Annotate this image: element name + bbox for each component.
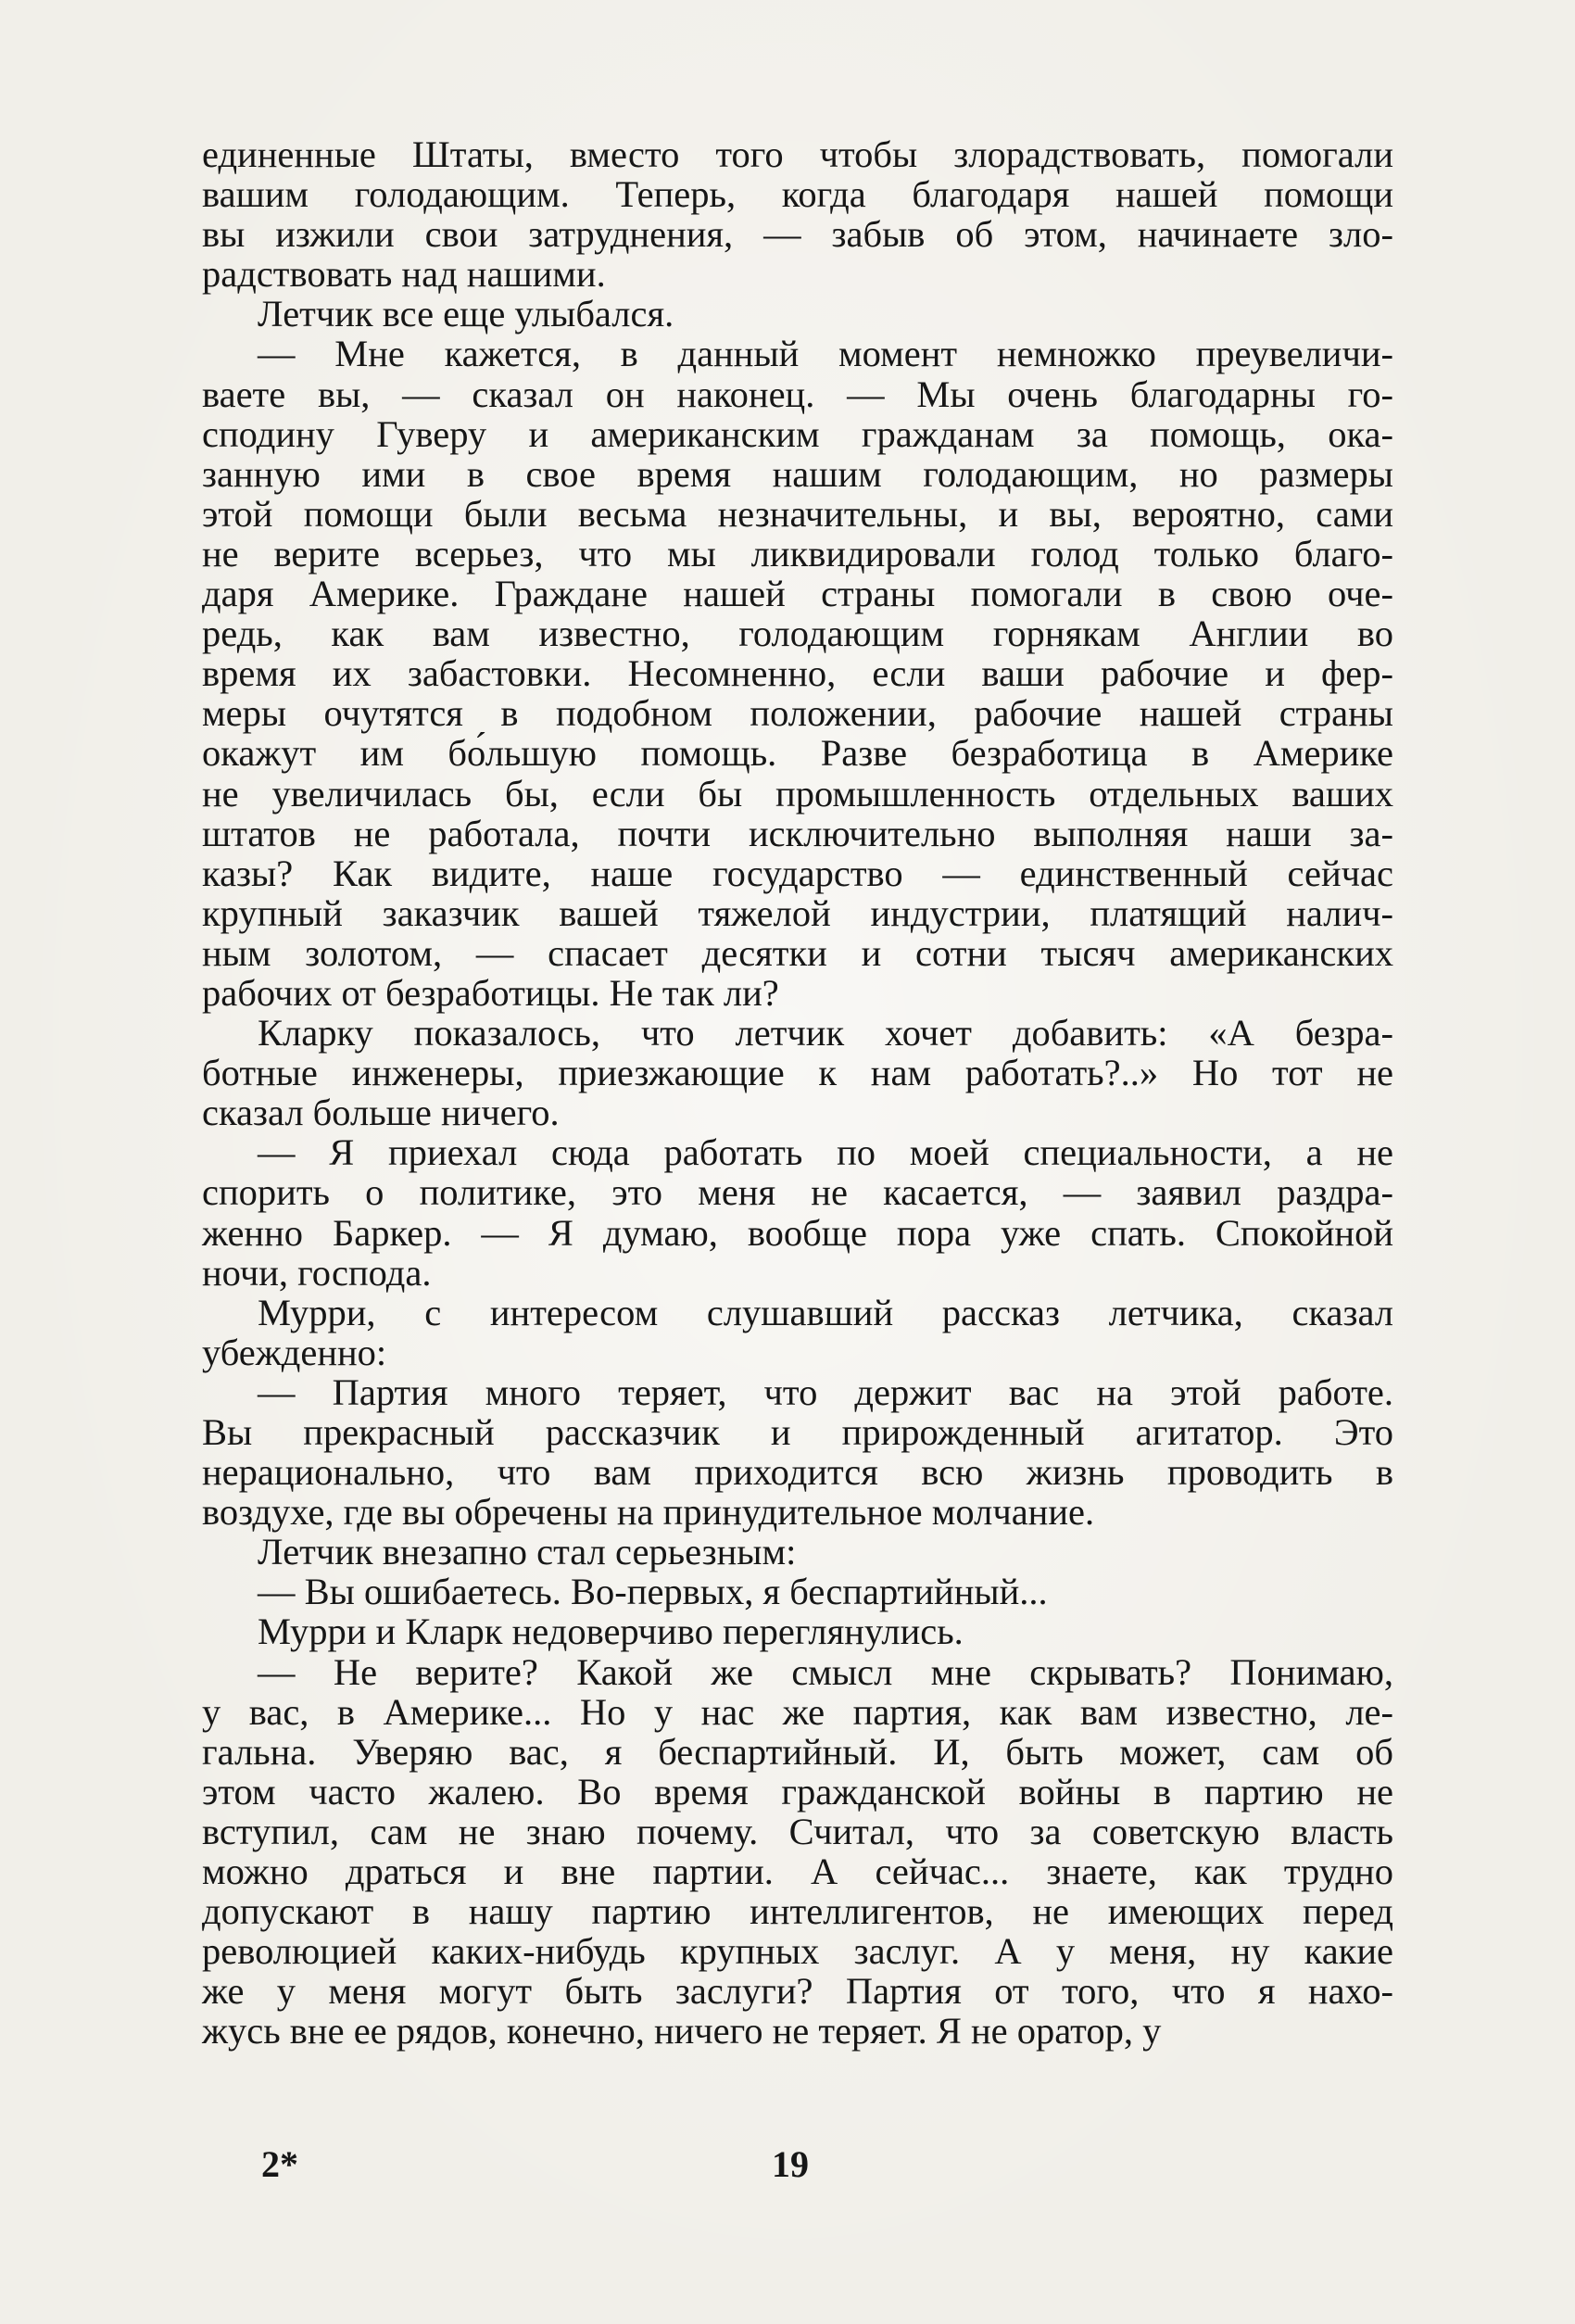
- text-line: редь, как вам известно, голодающим горнякам Англии во: [202, 613, 1393, 655]
- paragraph: [202, 334, 1393, 1013]
- text-line: этой помощи были весьма незначительны, и вы, вероятно, сами: [202, 492, 1393, 535]
- text-line: Летчик внезапно стал серьезным:: [258, 1531, 797, 1573]
- text-line: даря Америке. Граждане нашей страны помогали в свою оче-: [202, 573, 1393, 615]
- text-line: крупный заказчик вашей тяжелой индустрии, платящий налич-: [202, 891, 1393, 934]
- text-line: Мурри и Кларк недоверчиво переглянулись.: [258, 1610, 964, 1653]
- text-line: ным золотом, — спасает десятки и сотни тысяч американских: [202, 931, 1393, 974]
- text-line: же у меня могут быть заслуги? Партия от того, что я нахо-: [202, 1970, 1393, 2013]
- printer-signature-mark: 2*: [261, 2143, 298, 2185]
- paragraph: [202, 1293, 1393, 1372]
- text-line: окажут им бо́льшую помощь. Разве безработица в Америке: [202, 732, 1393, 775]
- text-line: спорить о политике, это меня не касается, — заявил раздра-: [202, 1171, 1393, 1214]
- paragraph: [202, 1572, 1393, 1611]
- text-line: Вы прекрасный рассказчик и прирожденный агитатор. Это: [202, 1411, 1393, 1453]
- text-line: — Не верите? Какой же смысл мне скрывать? Понимаю,: [258, 1650, 1393, 1693]
- paragraph: [202, 1652, 1393, 2052]
- text-line: вы изжили свои затруднения, — забыв об этом, начинаете зло-: [202, 213, 1393, 256]
- text-line: — Вы ошибаетесь. Во-первых, я беспартийный...: [258, 1571, 1048, 1613]
- text-line: нерационально, что вам приходится всю жизнь проводить в: [202, 1451, 1393, 1494]
- text-line: у вас, в Америке... Но у нас же партия, как вам известно, ле-: [202, 1690, 1393, 1733]
- paragraph: [202, 1611, 1393, 1651]
- text-line: женно Баркер. — Я думаю, вообще пора уже спать. Спокойной: [202, 1211, 1393, 1254]
- text-line: — Мне кажется, в данный момент немножко преувеличи-: [258, 333, 1393, 375]
- text-line: радствовать над нашими.: [202, 253, 606, 296]
- text-line: воздухе, где вы обречены на принудительное молчание.: [202, 1491, 1095, 1534]
- text-line: рабочих от безработицы. Не так ли?: [202, 971, 779, 1014]
- text-line: этом часто жалею. Во время гражданской войны в партию не: [202, 1770, 1393, 1812]
- text-line: революцией каких-нибудь крупных заслуг. А у меня, ну какие: [202, 1930, 1393, 1973]
- text-line: можно драться и вне партии. А сейчас... знаете, как трудно: [202, 1850, 1393, 1893]
- text-line: сподину Гуверу и американским гражданам за помощь, ока-: [202, 412, 1393, 455]
- text-line: занную ими в свое время нашим голодающим, но размеры: [202, 452, 1393, 495]
- text-line: казы? Как видите, наше государство — единственный сейчас: [202, 852, 1393, 894]
- text-line: штатов не работала, почти исключительно выполняя наши за-: [202, 812, 1393, 854]
- paragraph: [202, 1132, 1393, 1292]
- paragraph: [202, 1532, 1393, 1572]
- text-line: вашим голодающим. Теперь, когда благодаря нашей помощи: [202, 173, 1393, 216]
- text-line: Кларку показалось, что летчик хочет добавить: «А безра-: [258, 1012, 1393, 1055]
- text-line: убежденно:: [202, 1331, 387, 1373]
- paragraph: [202, 1013, 1393, 1132]
- body-text: [202, 134, 1393, 2052]
- page-number: 19: [772, 2143, 809, 2185]
- text-line: Мурри, с интересом слушавший рассказ летчика, сказал: [258, 1291, 1393, 1333]
- text-line: — Я приехал сюда работать по моей специальности, а не: [258, 1131, 1393, 1174]
- text-line: гальна. Уверяю вас, я беспартийный. И, быть может, сам об: [202, 1730, 1393, 1773]
- text-line: меры очутятся в подобном положении, рабочие нашей страны: [202, 692, 1393, 735]
- paragraph: [202, 294, 1393, 334]
- text-line: — Партия много теряет, что держит вас на этой работе.: [258, 1370, 1393, 1413]
- paragraph: [202, 1372, 1393, 1532]
- text-line: сказал больше ничего.: [202, 1092, 560, 1134]
- text-line: Летчик все еще улыбался.: [258, 293, 674, 335]
- text-line: время их забастовки. Несомненно, если ваши рабочие и фер-: [202, 652, 1393, 695]
- text-line: вступил, сам не знаю почему. Считал, что за советскую власть: [202, 1810, 1393, 1852]
- text-line: единенные Штаты, вместо того чтобы злорадствовать, помогали: [202, 133, 1393, 175]
- text-line: допускают в нашу партию интеллигентов, не имеющих перед: [202, 1890, 1393, 1933]
- text-line: не верите всерьез, что мы ликвидировали голод только благо-: [202, 532, 1393, 575]
- text-line: ботные инженеры, приезжающие к нам работать?..» Но тот не: [202, 1052, 1393, 1094]
- text-line: не увеличилась бы, если бы промышленность отдельных ваших: [202, 772, 1393, 815]
- text-line: ночи, господа.: [202, 1251, 432, 1294]
- text-line: ваете вы, — сказал он наконец. — Мы очень благодарны го-: [202, 373, 1393, 415]
- paragraph: [202, 134, 1393, 294]
- text-line: жусь вне ее рядов, конечно, ничего не теряет. Я не оратор, у: [202, 2010, 1162, 2052]
